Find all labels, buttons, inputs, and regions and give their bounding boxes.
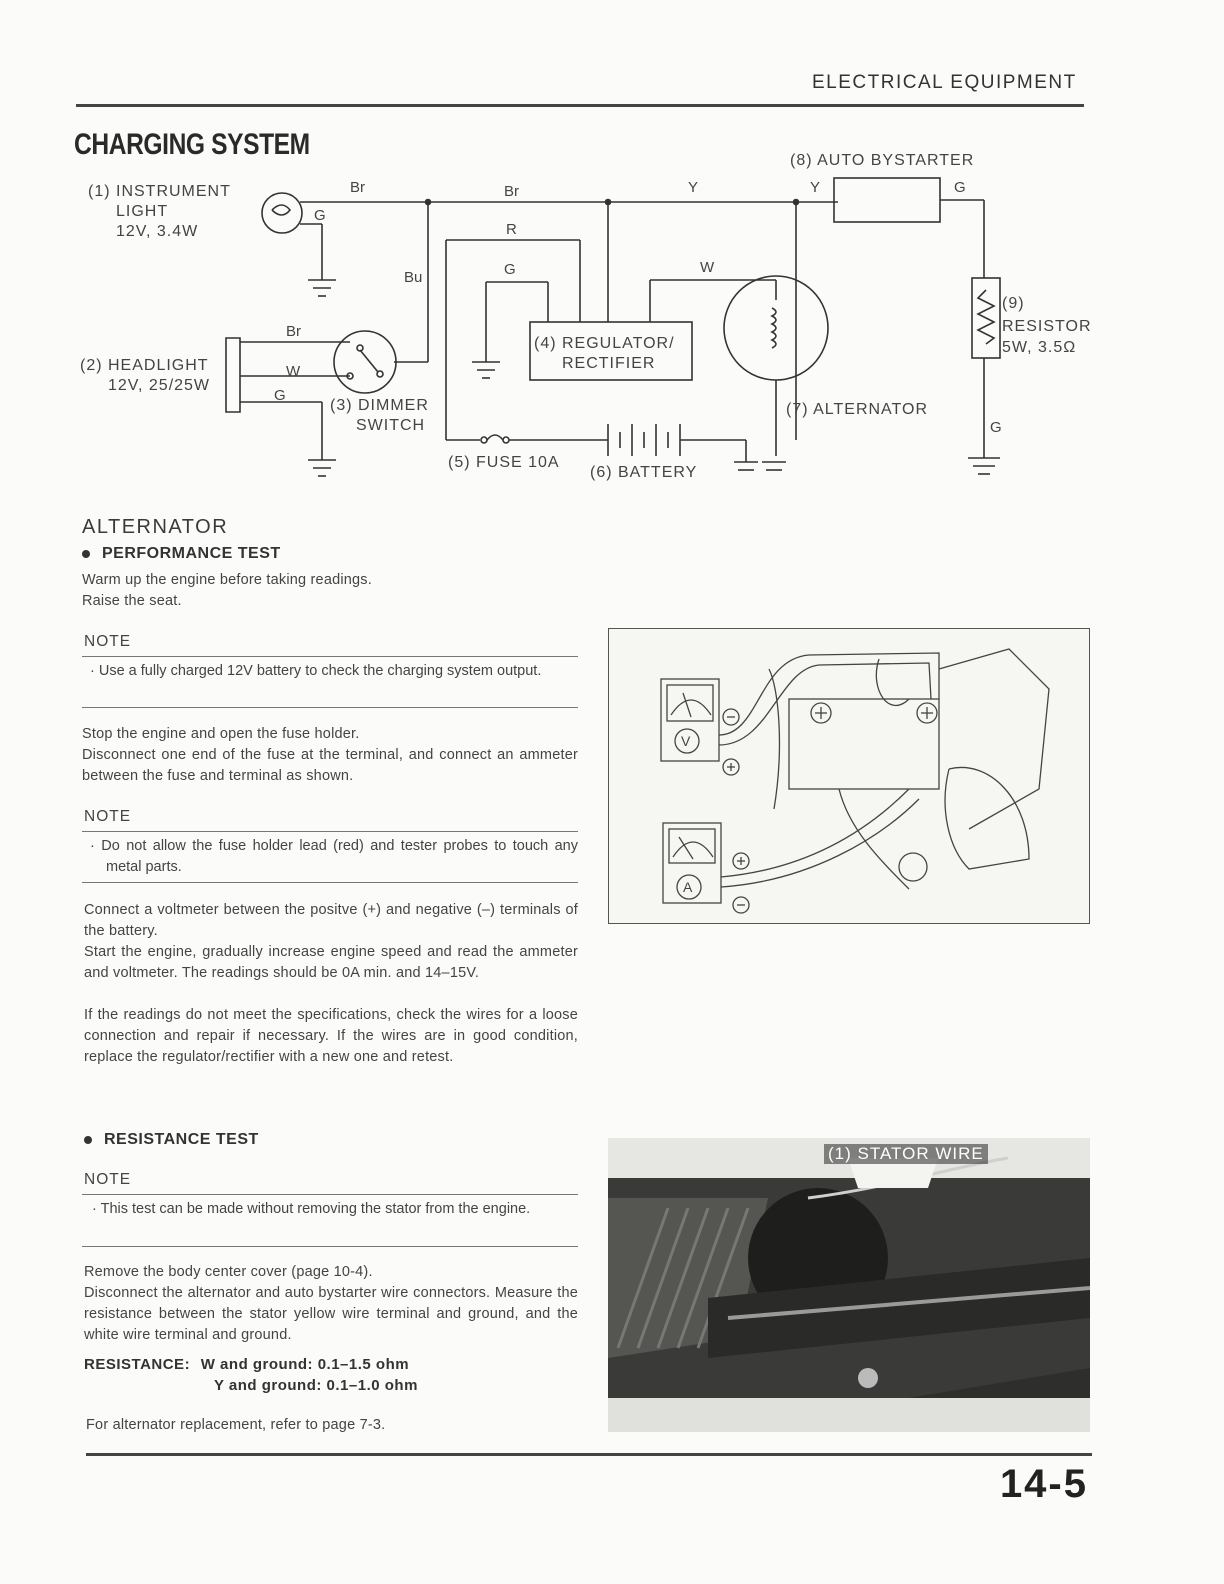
note-item-1: · Use a fully charged 12V battery to check the charging system output.: [90, 663, 542, 679]
note-item-2: · Do not allow the fuse holder lead (red) and tester probes to touch any metal parts.: [90, 838, 578, 875]
label-regulator-2: RECTIFIER: [562, 355, 656, 372]
label-alternator: (7) ALTERNATOR: [786, 401, 929, 418]
resistance-spec-label: RESISTANCE:: [84, 1356, 191, 1373]
instrument-light-bulb-icon: [262, 193, 302, 233]
performance-step-4: Start the engine, gradually increase engine speed and read the ammeter and voltmeter. The readings should be 0A min. and 14–15V.: [84, 944, 578, 981]
subheading-performance-test: PERFORMANCE TEST: [82, 545, 281, 563]
footer-rule: [86, 1453, 1092, 1456]
battery-meter-drawing: [609, 629, 1089, 923]
wire-label-g-5: G: [990, 419, 1002, 436]
wire-label-g-1: G: [314, 207, 326, 224]
performance-step-1: Stop the engine and open the fuse holder.: [82, 726, 360, 742]
performance-step-5: If the readings do not meet the specifications, check the wires for a loose connection and repair if necessary. If the wires are in good condition, replace the regulator/rectifier with a new one and retest.: [84, 1007, 578, 1065]
stator-wire-photo: [608, 1138, 1090, 1432]
resistance-step-2: Disconnect the alternator and auto bystarter wire connectors. Measure the resistance between the stator yellow wire terminal and ground, and the white wire terminal and ground.: [84, 1285, 578, 1343]
note-label-2: NOTE: [84, 808, 132, 825]
resistance-step-1: Remove the body center cover (page 10-4).: [84, 1264, 373, 1280]
wire-label-r: R: [506, 221, 517, 238]
section-heading-alternator: ALTERNATOR: [82, 516, 229, 538]
stator-photo-rendering: [608, 1138, 1090, 1432]
note-rule-top-2: [82, 831, 578, 832]
wire-label-br-3: Br: [286, 323, 301, 340]
performance-step-2: Disconnect one end of the fuse at the terminal, and connect an ammeter between the fuse and terminal as shown.: [82, 747, 578, 784]
note-label-1: NOTE: [84, 633, 132, 650]
header-rule: [76, 104, 1084, 107]
label-dimmer-1: (3) DIMMER: [330, 397, 429, 414]
wire-label-br-2: Br: [504, 183, 519, 200]
wire-label-br-1: Br: [350, 179, 365, 196]
wire-label-bu: Bu: [404, 269, 423, 286]
performance-step-3: Connect a voltmeter between the positve (+) and negative (–) terminals of the battery.: [84, 902, 578, 939]
charging-system-wiring-diagram: [60, 140, 1120, 510]
running-header: ELECTRICAL EQUIPMENT: [812, 72, 1077, 93]
label-instrument-light-3: 12V, 3.4W: [116, 223, 199, 240]
label-resistor-1: (9): [1002, 295, 1025, 312]
voltmeter-letter: V: [681, 733, 691, 749]
wire-label-w-2: W: [286, 363, 301, 380]
resistance-spec-line-2: Y and ground: 0.1–1.0 ohm: [214, 1377, 418, 1394]
label-dimmer-2: SWITCH: [356, 417, 426, 434]
note-rule-bottom-2: [82, 882, 578, 883]
dimmer-switch-icon: [334, 331, 396, 393]
note-rule-bottom-3: [82, 1246, 578, 1247]
label-regulator-1: (4) REGULATOR/: [534, 335, 675, 352]
wire-label-g-2: G: [954, 179, 966, 196]
note-rule-bottom-1: [82, 707, 578, 708]
wire-label-w-1: W: [700, 259, 715, 276]
label-auto-bystarter: (8) AUTO BYSTARTER: [790, 152, 975, 169]
resistance-footer-text: For alternator replacement, refer to page 7-3.: [86, 1417, 386, 1433]
ammeter-letter: A: [683, 879, 693, 895]
note-item-3: · This test can be made without removing the stator from the engine.: [92, 1201, 531, 1217]
headlight-shape: [226, 338, 240, 412]
label-headlight-2: 12V, 25/25W: [108, 377, 211, 394]
wire-label-y-2: Y: [810, 179, 821, 196]
label-battery: (6) BATTERY: [590, 464, 698, 481]
bullet-icon: [82, 550, 90, 558]
resistance-spec: [84, 1354, 409, 1375]
page-title: CHARGING SYSTEM: [74, 128, 310, 161]
stator-wire-callout: (1) STATOR WIRE: [824, 1144, 988, 1164]
auto-bystarter-box: [834, 178, 940, 222]
label-instrument-light-2: LIGHT: [116, 203, 169, 220]
label-fuse: (5) FUSE 10A: [448, 454, 560, 471]
resistance-spec-line-1: W and ground: 0.1–1.5 ohm: [200, 1356, 410, 1373]
wire-label-g-3: G: [504, 261, 516, 278]
wire-label-y-1: Y: [688, 179, 699, 196]
meter-connection-illustration: [608, 628, 1090, 924]
note-rule-top-1: [82, 656, 578, 657]
note-label-3: NOTE: [84, 1171, 132, 1188]
subheading-resistance-test: RESISTANCE TEST: [84, 1131, 259, 1149]
label-resistor-3: 5W, 3.5Ω: [1002, 339, 1077, 356]
bullet-icon: [84, 1136, 92, 1144]
label-instrument-light-1: (1) INSTRUMENT: [88, 183, 231, 200]
wire-label-g-4: G: [274, 387, 286, 404]
note-rule-top-3: [82, 1194, 578, 1195]
performance-intro: Warm up the engine before taking readings. Raise the seat.: [82, 572, 372, 609]
label-resistor-2: RESISTOR: [1002, 318, 1092, 335]
label-headlight-1: (2) HEADLIGHT: [80, 357, 209, 374]
page-number: 14-5: [999, 1462, 1088, 1506]
